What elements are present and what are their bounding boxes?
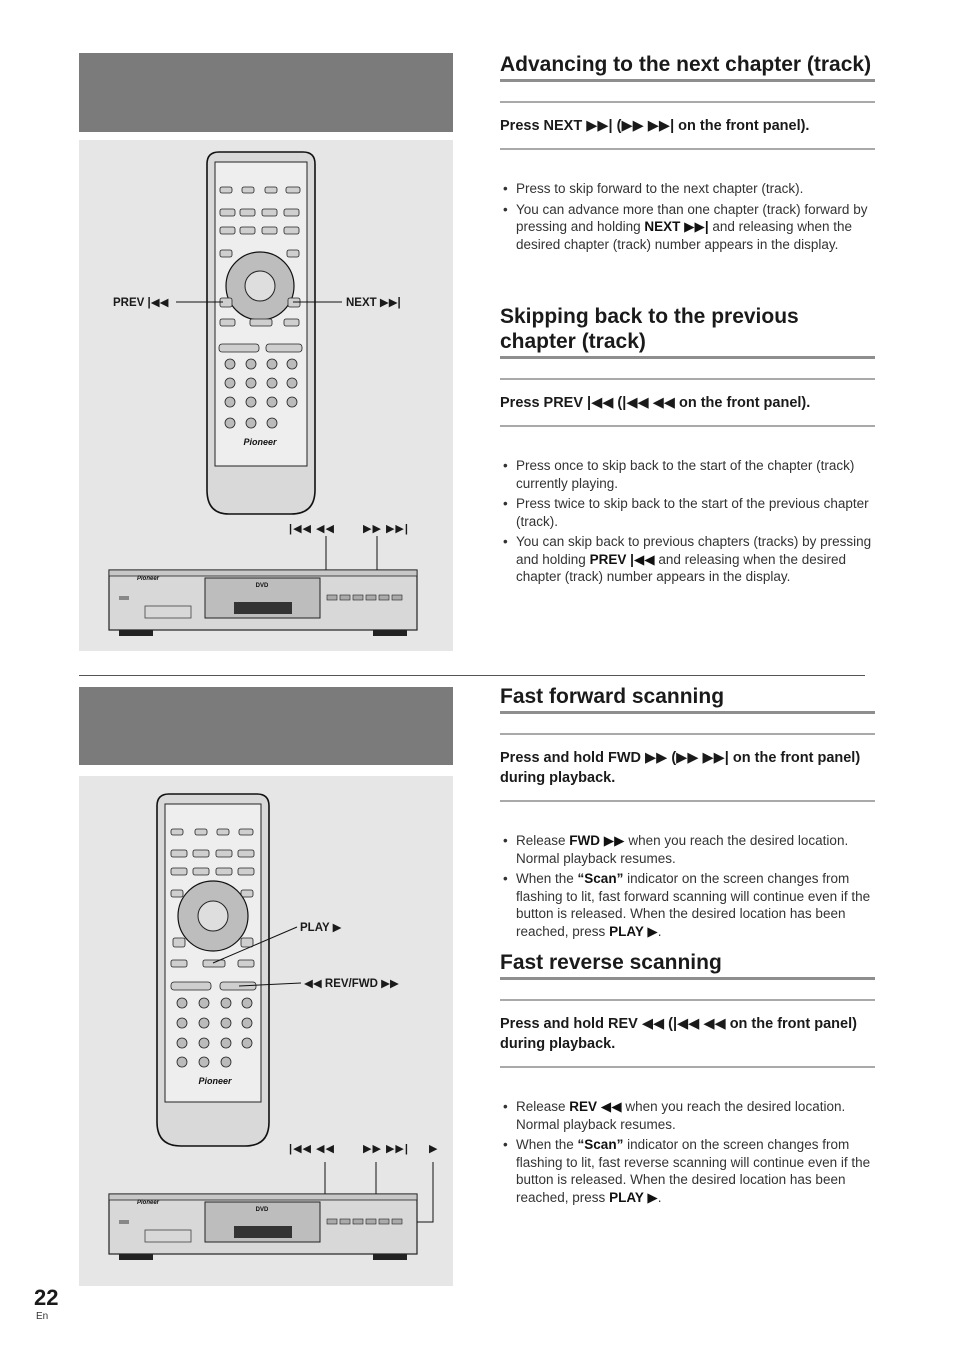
- bullet-list: [500, 832, 875, 940]
- bullet-item: • Press to skip forward to the next chapter (track).: [500, 180, 875, 198]
- bullet-item: • Press once to skip back to the start of the chapter (track) currently playing.: [500, 457, 875, 492]
- section-title: Fast forward scanning: [500, 684, 875, 714]
- remote-brand-logo: Pioneer: [243, 437, 277, 447]
- figure1-header-bar: [79, 53, 453, 132]
- dvd-player: [109, 1194, 417, 1260]
- figure2-illustration-panel: [79, 776, 453, 1286]
- callout-rev-fwd: ◀◀ REV/FWD ▶▶: [304, 978, 399, 990]
- bullet-list: [500, 1098, 875, 1206]
- player-brand-logo: Pioneer: [137, 576, 160, 582]
- page-language: En: [36, 1311, 49, 1322]
- callout-next: NEXT ▶▶|: [346, 297, 401, 309]
- figure2-header-bar: [79, 687, 453, 765]
- remote-brand-logo: Pioneer: [198, 1076, 232, 1086]
- instruction: Press NEXT ▶▶| (▶▶ ▶▶| on the front panel).: [500, 101, 875, 150]
- section-title: Skipping back to the previous chapter (track): [500, 304, 875, 359]
- section-fast-forward: [500, 684, 875, 943]
- bullet-item: • Release FWD ▶▶ when you reach the desired location. Normal playback resumes.: [500, 832, 875, 867]
- panel-glyph-prev-rev: |◀◀ ◀◀: [289, 1143, 335, 1155]
- figure1-illustration-panel: [79, 140, 453, 651]
- bullet-item: • You can advance more than one chapter (track) forward by pressing and holding NEXT ▶▶| and releasing when the desired chapter (track) number appears in the display.: [500, 201, 875, 254]
- bullet-list: [500, 180, 875, 253]
- bullet-item: • Release REV ◀◀ when you reach the desired location. Normal playback resumes.: [500, 1098, 875, 1133]
- section-advancing-next: [500, 52, 875, 256]
- section-fast-reverse: [500, 950, 875, 1209]
- remote-control: [207, 152, 315, 514]
- page-number: 22: [34, 1285, 59, 1310]
- bullet-list: [500, 457, 875, 586]
- bullet-item: • When the “Scan” indicator on the screen changes from flashing to lit, fast reverse scanning will continue even if the button is released. When the desired location has been reached, press PLAY ▶.: [500, 1136, 875, 1206]
- remote-control: [157, 794, 269, 1146]
- panel-glyph-fwd-next: ▶▶ ▶▶|: [363, 1143, 409, 1155]
- callout-prev: PREV |◀◀: [113, 297, 169, 309]
- panel-glyph-fwd-next: ▶▶ ▶▶|: [363, 523, 409, 535]
- dvd-player: [109, 570, 417, 636]
- instruction: Press and hold REV ◀◀ (|◀◀ ◀◀ on the front panel) during playback.: [500, 999, 875, 1068]
- section-title: Fast reverse scanning: [500, 950, 875, 980]
- panel-glyph-prev-rev: |◀◀ ◀◀: [289, 523, 335, 535]
- section-skipping-back: [500, 304, 875, 589]
- player-dvd-logo: DVD: [255, 583, 269, 589]
- instruction: Press PREV |◀◀ (|◀◀ ◀◀ on the front panel).: [500, 378, 875, 427]
- player-brand-logo: Pioneer: [137, 1200, 160, 1206]
- section-divider: [79, 675, 865, 676]
- panel-glyph-play: ▶: [429, 1143, 439, 1155]
- figure1-illustration: [79, 140, 453, 651]
- instruction: Press and hold FWD ▶▶ (▶▶ ▶▶| on the front panel) during playback.: [500, 733, 875, 802]
- section-title: Advancing to the next chapter (track): [500, 52, 875, 82]
- bullet-item: • You can skip back to previous chapters (tracks) by pressing and holding PREV |◀◀ and releasing when the desired chapter (track) number appears in the display.: [500, 533, 875, 586]
- bullet-item: • Press twice to skip back to the start of the previous chapter (track).: [500, 495, 875, 530]
- player-dvd-logo: DVD: [255, 1207, 269, 1213]
- bullet-item: • When the “Scan” indicator on the screen changes from flashing to lit, fast forward scanning will continue even if the button is released. When the desired location has been reached, press PLAY ▶.: [500, 870, 875, 940]
- callout-play: PLAY ▶: [300, 922, 342, 934]
- figure2-illustration: [79, 776, 453, 1286]
